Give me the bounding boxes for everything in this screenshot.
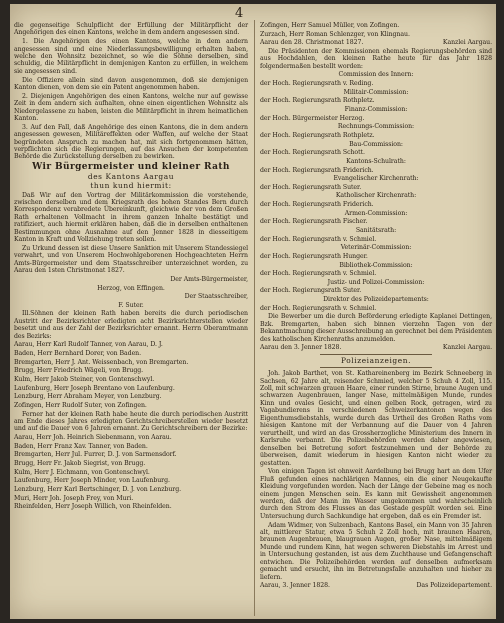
article-1-continued: Die Offiziere allein sind davon ausgenommen, doß sie demjenigen Kanton dienen, von dem sie ein Patent angenommen haben. [14, 76, 248, 91]
commission-name: Veterinär-Commission: [340, 244, 412, 252]
police-date: Aarau, 3. Jenner 1828. [260, 582, 330, 590]
notice-date-line [260, 344, 492, 351]
list-item: Rheinfelden, Herr Joseph Willich, von Rheinfelden. [14, 503, 172, 511]
commission-chair: der Hoch. Regierungsrath Friderich. [260, 201, 374, 209]
commission-intro: Die Präsidenten der Kommissionen ehemals Regierungsbehörden sind aus Hochdahlen, den kleinen Rathe heute für das Jahr 1828 folgendermaßen bestellt worden: [260, 47, 492, 70]
commission-name: Justiz- und Polizei-Commission: [327, 278, 425, 286]
commission-name: Militair-Commission: [343, 88, 409, 96]
commission-chair: der Hoch. Regierungsrath Rothpletz. [260, 97, 375, 105]
list-item: Aarau, Herr Joh. Heinrich Siebenmann, von Aarau. [14, 434, 172, 442]
notice-date: Aarau den 3. Jenner 1828. [260, 344, 342, 352]
judges-list [14, 341, 248, 409]
heading-police: Polizeianzeigen. [340, 355, 412, 365]
heading-proclaim: thun kund hiermit: [90, 181, 172, 191]
police-signature: Das Polizeidepartement. [416, 582, 492, 590]
page-number: 4 [235, 6, 244, 21]
commission-chair: der Hoch. Regierungsrath Rothpletz. [260, 131, 375, 139]
commission-name: Direktor des Polizeidepartements: [323, 296, 429, 304]
commission-name: Finanz-Commission: [344, 106, 408, 114]
commission-chair: der Hoch. Regierungsrath Fischer. [260, 218, 368, 226]
list-item: Bremgarten, Herr Jul. Furrer, D. J. von Sarmensdorf. [14, 451, 177, 459]
signature-clerk-name: F. Suter. [118, 301, 144, 309]
list-item: Kulm, Herr Jakob Steiner, von Gontenschwyl. [14, 375, 155, 383]
list-item: Zofingen, Herr Samuel Müller, von Zofingen. [260, 22, 400, 29]
commission-name: Rechnungs-Commission: [337, 123, 415, 131]
commission-chair: der Hoch. Regierungsrath Suter. [260, 287, 362, 295]
commission-chair: der Hoch. Regierungsrath Schott. [260, 149, 365, 157]
commission-list [260, 71, 492, 312]
wahl-paragraph-2: Ferner hat der kleinen Rath habe heute die durch periodischen Austritt am Ende dieses Jahres erledigten Gerichtschreiberstellen wieder besetzt und auf die Dauer von 6 Jahren ernannt. Zu Gerichtschreibern der Bezirke: [14, 410, 248, 433]
commission-chair: der Hoch. Regierungsrath v. Schmiel. [260, 235, 377, 243]
police-paragraph-3: Adam Widmer, von Sulzenbach, Kantons Basel, ein Mann von 35 Jahren alt, mittlerer Statur, etwa 5 Schuh 2 Zoll hoch, mit braunen Haaren, braunen Augenbrauen, blaugrauen Augen, großer Nase, mittelmäßigem Munde und rundem Kinn, hat wegen schweren Diebstahls im Arrest und in Untersuchung gestanden, ist aus dem Zuchthause und Gefangenschaft entwichen. Die Polizeibehörden werden auf denselben aufmerksam gemacht und ersucht, ihn im Betretungsfalle anzuhalten und hieher zu liefern. [260, 521, 492, 581]
article-1: 1. Die Angehörigen des einen Kantons, welche in dem andern angesessen sind und eine Niederlassungsbewilligung erhalten haben, welche den Wohnsitz bezeichnet, so wie die Söhne derselben, sind schuldig, die Militärpflicht in demjenigen Kanton zu erfüllen, in welchem sie angesessen sind. [14, 38, 248, 75]
list-item: Baden, Herr Bernhard Dorer, von Baden. [14, 350, 142, 358]
clerks-list [14, 434, 248, 511]
list-item: Brugg, Herr Friedrich Wägeli, von Brugg. [14, 367, 144, 375]
commission-name: Katholischer Kirchenrath: [335, 192, 417, 200]
commission-name: Bau-Commission: [349, 140, 403, 148]
list-item: Bremgarten, Herr J. Ant. Weissenbach, von Bremgarten. [14, 358, 189, 366]
list-item: Lenzburg, Herr Karl Bertschinger, D. J. von Lenzburg. [14, 485, 182, 493]
heading-authority: Wir Bürgermeister und kleiner Rath [32, 162, 230, 173]
list-item: Lenzburg, Herr Abraham Meyer, von Lenzburg. [14, 393, 162, 401]
list-item: Zofingen, Herr Rudolf Suter, von Zofingen. [14, 401, 147, 409]
list-item: Muri, Herr Joh. Joseph Frey, von Muri. [14, 494, 134, 502]
police-paragraph-1: Joh. Jakob Barthet, von St. Kathareinenberg im Bezirk Schneeberg in Sachsen, 62 Jahre alt, reisender Schmied, welcher 5 Schuh 4 Zoll, 115. Zoll, mit schwarzen grauen Haare, einer runden Stirne, braune Augen und schwarzen Augenbrauen, langer Nase, mittelmäßigen Munde, rundes Kinn und ovales Gesicht, und einen gelben Rock, getragen, wird zu Vagabundierens in verschiedenen Schweizerkantonen wegen des Eigenthumsdiebstahls, wurde durch das Urtheil des Großen Raths vom hiesigen Kantone mit der Verbannung auf die Dauer von 4 Jahren verurtheilt, und wird an das Grossherzogliche Ministerium des Innern in Karlsruhe verbannt. Die Polizeibehörden werden daher angewiesen, denselben bei Betretung sofort festzunehmen und der Behörde zu überweisen, damit wiederum in hiesigen Kanton nicht wieder zu gestatten. [260, 370, 492, 467]
right-column [260, 22, 492, 591]
list-item: Laufenburg, Herr Joseph Minder, von Laufenburg. [14, 477, 170, 485]
list-item: Brugg, Herr Fr. Jakob Siegrist, von Brugg. [14, 460, 146, 468]
article-2: 2. Diejenigen Angehörigen des einen Kantons, welche nur auf gewisse Zeit in dem andern sich aufhalten, ohne einen eigentlichen Wohnsitz als Niedergelassene zu haben, leisten die Militärpflicht in ihrem heimatlichen Kanton. [14, 92, 248, 122]
commission-name: Sanitätsrath: [355, 227, 397, 234]
section-rule [320, 367, 432, 368]
intro-paragraph: die gegenseitige Schulpflicht der Erfüllung der Militärpflicht der Angehörigen des einen Kantons, welche in dem andern angesessen sind. [14, 22, 248, 37]
commission-chair: der Hoch. Regierungsrath v. Schmiel. [260, 270, 377, 278]
article-3: 3. Auf den Fall, daß Angehörige des einen Kantons, die in dem andern angesessen gewesen, Militäreffekten oder Waffen, auf welche der Staat begründeten Anspruch zu machen hat, mit sich fortgenommen hätten, verpflichten sich die Regierungen, auf das Ansuchen der kompetenten Behörde die Zurückstellung derselben zu bewirken. [14, 123, 248, 161]
commission-name: Bibliothek-Commission: [339, 261, 413, 269]
commission-name: Commission des Innern: [338, 71, 414, 79]
commission-chair: der Hoch. Regierungsrath Suter. [260, 183, 362, 191]
decree-paragraph: Daß Wir auf den Vortrag der Militärkommission die vorstehende, zwischen derselben und dem Kriegsrath des hohen Standes Bern durch Korrespondenz verabredete Übereinkunft, gleichwie der von dem Großen Rath erhaltenen Vollmacht in ihrem ganzen Inhalte bestätigt und ratifiziert, auch hiermit erklären haben, daß die in derselben enthaltenen Bestimmungen ohne Ausnahme auf den Jenner 1828 in diesseitigem Kanton in Kraft und Vollziehung treten sollen. [14, 191, 248, 244]
signature-mayor-name: Herzog, von Effingen. [97, 284, 165, 292]
decree-paragraph-2: Zu Urkund dessen ist diese Unsere Sanktion mit Unserem Standessiegel verwahrt, und von Unserem Hochwohlgeborenen Hochgeachteten Herrn Amts-Bürgermeister und dem Staatsschreiber unterzeichnet worden, zu Aarau den 1sten Christmonat 1827. [14, 244, 248, 275]
list-item: Zurzach, Herr Roman Schlenzger, von Klingnau. [260, 30, 410, 38]
commission-chair: der Hoch. Regierungsrath Hunger. [260, 252, 368, 260]
wahl-paragraph: Ill.Söhnen der kleinen Rath haben bereits die durch periodischen Austritt der Bezirksrichter erledigten acht Bezirksrichterstellen wieder besetzt und aus der Zahl der Bezirksrichter ernannt. Herrn Oberamtmann des Bezirks: [14, 310, 248, 340]
commission-chair: der Hoch. Bürgermeister Herzog. [260, 114, 365, 122]
list-item: Kulm, Herr J. Eichmann, von Gontenschwyl. [14, 468, 150, 476]
police-paragraph-2: Von einigen Tagen ist ohnweit Aardelbung bei Brugg hart an dem Ufer Fluß gefunden eines nachlärigen Mannes, ein die einer Neugekaufte Kleidung vorgefunden worden. Nach der Länge der Gebeine mag es noch einem jungen Menschen sein. Es kann mit Gewissheit angenommen werden, daß der Mann im Wasser umgekommen und wahrscheinlich durch den Strom des Flusses an das Gestade gespült worden sei. Eine Untersuchung durch Sachkundige hat ergeben, daß es ein Fremder ist. [260, 468, 492, 520]
commission-chair: der Hoch. Regierungsrath v. Schmiel. [260, 304, 377, 312]
police-date-line [260, 582, 492, 589]
list-item: Aarau, Herr Karl Rudolf Tanner, von Aarau, D. J. [14, 341, 163, 349]
left-column [14, 22, 248, 512]
commission-chair: der Hoch. Regierungsrath Friderich. [260, 166, 374, 174]
date-line-left: Aarau den 28. Christmonat 1827. [260, 39, 364, 47]
signature-clerk-title: Der Staatsschreiber, [184, 293, 248, 301]
heading-canton: des Kantons Aargau [87, 172, 175, 182]
list-item: Baden, Herr Franz Xav. Tanner, von Baden. [14, 442, 148, 450]
date-line-right: Kanzlei Aargau. [442, 39, 492, 47]
date-line [260, 39, 492, 46]
list-item: Laufenburg, Herr Joseph Brentano von Laufenburg. [14, 384, 175, 392]
commission-name: Armen-Commission: [344, 209, 408, 217]
document-page [10, 4, 496, 619]
commission-name: Evangelischer Kirchenrath: [333, 175, 419, 183]
commission-name: Kantons-Schulrath: [346, 157, 406, 165]
notice-date-right: Kanzlei Aargau. [442, 344, 492, 352]
commission-chair: der Hoch. Regierungsrath v. Reding. [260, 80, 374, 88]
notice-paragraph: Die Bewerber um die durch Beförderung erledigte Kaplanei Dettingen, Bzk. Bremgarten, haben sich binnen vierzehn Tagen von der Bekanntmachung dieser Ausschreibung an gerechnet bei dem Präsidenten des katholischen Kirchenraths anzumelden. [260, 313, 492, 343]
section-rule [320, 354, 432, 355]
column-divider [254, 20, 255, 616]
signature-mayor-title: Der Amts-Bürgermeister, [170, 275, 248, 283]
